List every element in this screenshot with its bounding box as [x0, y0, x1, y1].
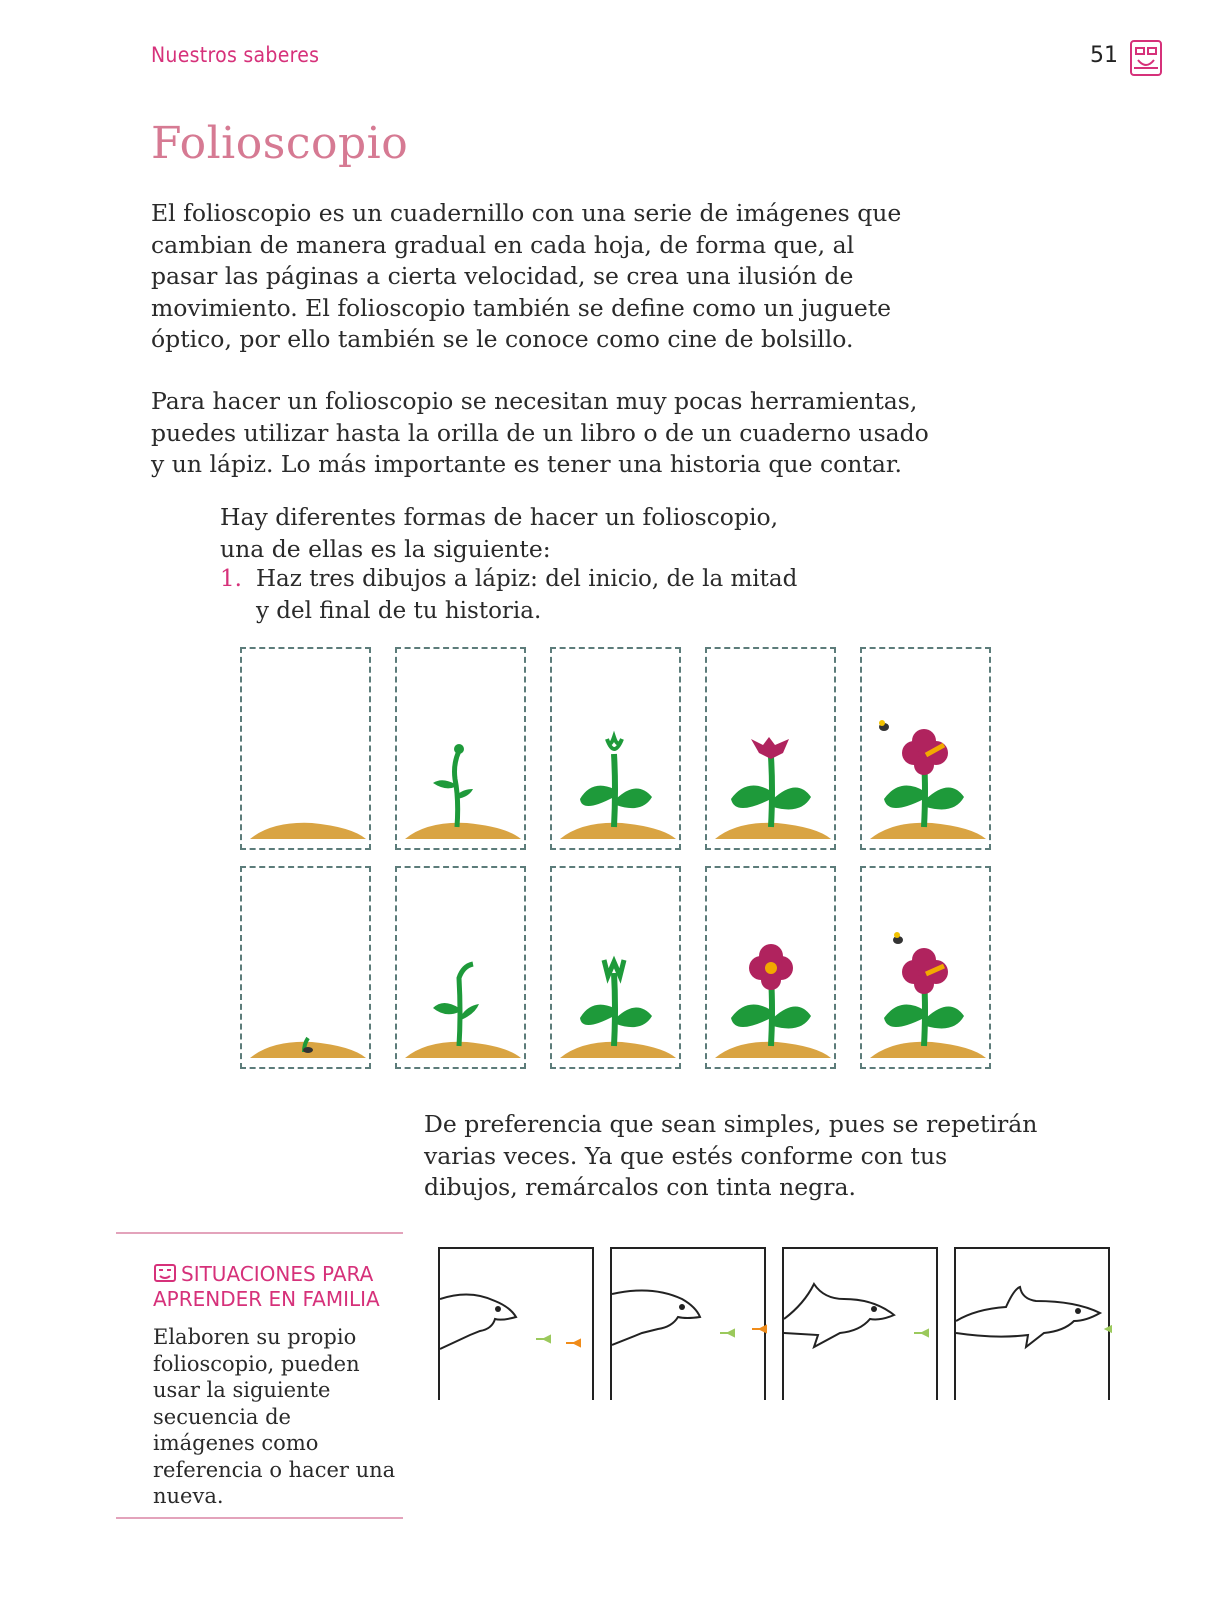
- family-activity-heading: SITUACIONES PARA APRENDER EN FAMILIA: [153, 1262, 380, 1311]
- frame-soil: [240, 647, 371, 850]
- plant-sequence-grid: [240, 647, 1000, 1081]
- glyph-ornament-icon: [1128, 38, 1164, 78]
- shark-frame-2: [610, 1247, 766, 1400]
- frame-flower-open: [705, 866, 836, 1069]
- shark-frame-1: [438, 1247, 594, 1400]
- glyph-icon: [153, 1263, 177, 1283]
- frame-flower-bee: [860, 647, 991, 850]
- intro-paragraph: El folioscopio es un cuadernillo con una serie de imágenes que cambian de manera gradual en cada hoja, de forma que, al pasar las páginas a cierta velocidad, se crea una ilusión de movimiento. El folioscopio también se define como un juguete óptico, por ello también se le conoce como cine de bolsillo.: [151, 199, 902, 353]
- section-label: Nuestros saberes: [151, 43, 320, 67]
- family-activity-box: [116, 1232, 403, 1519]
- frame-flower-budding: [705, 647, 836, 850]
- step-text: Haz tres dibujos a lápiz: del inicio, de la mitad y del final de tu historia.: [256, 566, 798, 624]
- frame-sprout: [395, 647, 526, 850]
- shark-frame-4: [954, 1247, 1110, 1400]
- tools-paragraph: Para hacer un folioscopio se necesitan muy pocas herramientas, puedes utilizar hasta la orilla de un libro o de un cuaderno usado y un lápiz. Lo más importante es tener una historia que contar.: [151, 387, 929, 478]
- step-number: 1.: [220, 566, 242, 592]
- frame-seed: [240, 866, 371, 1069]
- shark-sequence: [438, 1247, 1118, 1402]
- shark-frame-3: [782, 1247, 938, 1400]
- step-1: [220, 564, 820, 624]
- frame-opening-bud: [550, 866, 681, 1069]
- frame-seedling: [395, 866, 526, 1069]
- method-paragraph: Hay diferentes formas de hacer un folioscopio, una de ellas es la siguiente:: [220, 503, 779, 563]
- page-number: 51: [1090, 43, 1118, 68]
- frame-bud: [550, 647, 681, 850]
- tips-paragraph: De preferencia que sean simples, pues se repetirán varias veces. Ya que estés conforme con tus dibujos, remárcalos con tinta negra.: [424, 1110, 1038, 1201]
- family-activity-text: Elaboren su propio folioscopio, pueden usar la siguiente secuencia de imágenes como referencia o hacer una nueva.: [153, 1325, 396, 1508]
- frame-flower-bee-2: [860, 866, 991, 1069]
- page-title: Folioscopio: [151, 118, 409, 169]
